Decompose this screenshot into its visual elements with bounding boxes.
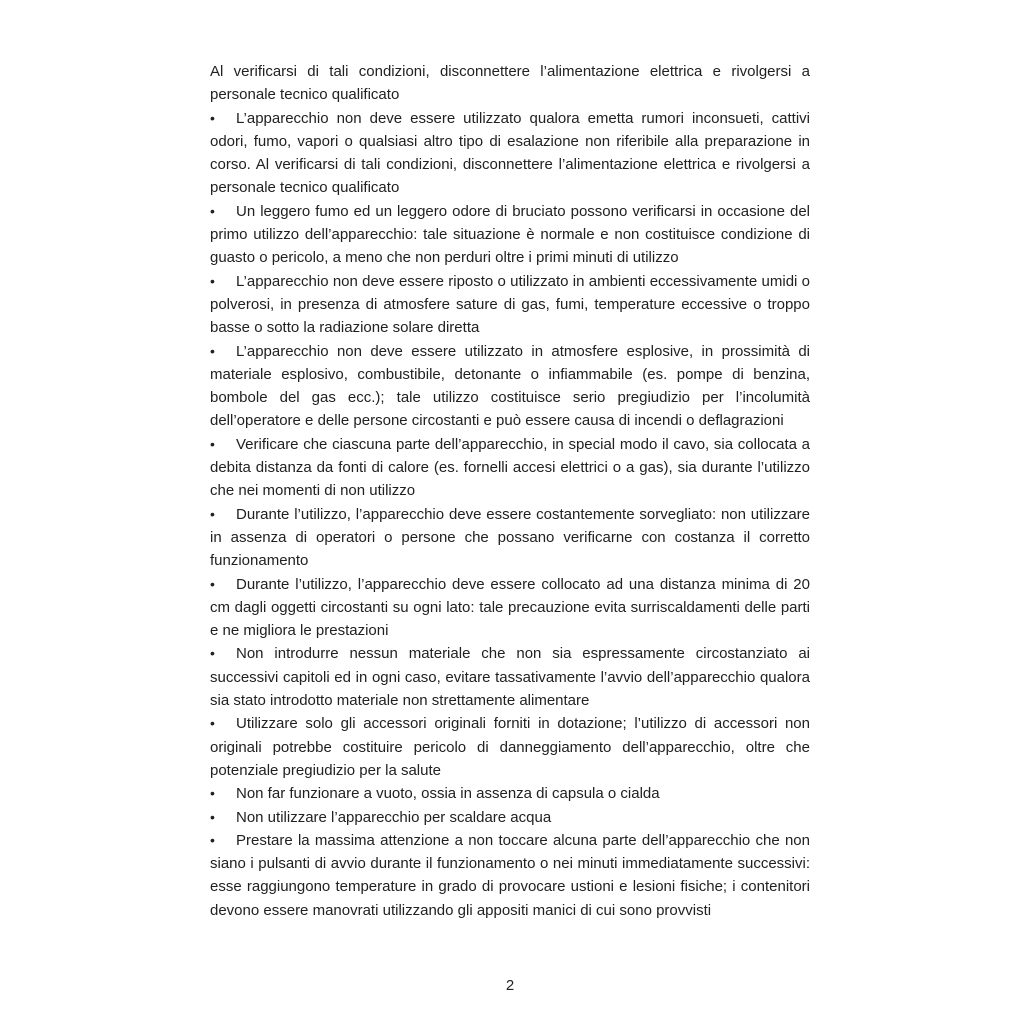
text-block xyxy=(210,60,810,922)
list-item xyxy=(210,503,810,573)
bullet-icon: • xyxy=(210,715,215,732)
list-item-text: L’apparecchio non deve essere riposto o utilizzato in ambienti eccessivamente umidi o polverosi, in presenza di atmosfere sature di gas, fumi, temperature eccessive o troppo basse o sotto la radiazione solare diretta xyxy=(210,272,810,337)
list-item-text: Un leggero fumo ed un leggero odore di bruciato possono verificarsi in occasione del primo utilizzo dell’apparecchio: tale situazione è normale e non costituisce condizione di guasto o pericolo, a meno che non perduri oltre i primi minuti di utilizzo xyxy=(210,202,810,267)
list-item xyxy=(210,107,810,200)
list-item-text: Durante l’utilizzo, l’apparecchio deve essere costantemente sorvegliato: non utilizzare in assenza di operatori o persone che possano verificarne con costanza il corretto funzionamento xyxy=(210,505,810,570)
list-item xyxy=(210,712,810,782)
list-item-text: Non introdurre nessun materiale che non sia espressamente circostanziato ai successivi capitoli ed in ogni caso, evitare tassativamente l’avvio dell’apparecchio qualora sia stato introdotto materiale non strettamente alimentare xyxy=(210,645,810,710)
bullet-icon: • xyxy=(210,505,215,522)
list-item-text: L’apparecchio non deve essere utilizzato in atmosfere esplosive, in prossimità di materiale esplosivo, combustibile, detonante o infiammabile (es. pompe di benzina, bombole del gas ecc.); tale utilizzo costituisce serio pregiudizio per l’incolumità dell’operatore e delle persone circostanti e può essere causa di incendi o deflagrazioni xyxy=(210,342,810,430)
list-item-text: Verificare che ciascuna parte dell’apparecchio, in special modo il cavo, sia collocata a debita distanza da fonti di calore (es. fornelli accesi elettrici o a gas), sia durante l’utilizzo che nei momenti di non utilizzo xyxy=(210,435,810,500)
list-item xyxy=(210,829,810,922)
bullet-icon: • xyxy=(210,785,215,802)
bullet-icon: • xyxy=(210,342,215,359)
list-item-text: Durante l’utilizzo, l’apparecchio deve essere collocato ad una distanza minima di 20 cm dagli oggetti circostanti su ogni lato: tale precauzione evita surriscaldamenti delle parti e ne migliora le prestazioni xyxy=(210,575,810,640)
bullet-icon: • xyxy=(210,831,215,848)
list-item xyxy=(210,573,810,643)
bullet-icon: • xyxy=(210,435,215,452)
intro-paragraph: Al verificarsi di tali condizioni, disconnettere l’alimentazione elettrica e rivolgersi a personale tecnico qualificato xyxy=(210,63,810,104)
list-item xyxy=(210,200,810,270)
bullet-icon: • xyxy=(210,645,215,662)
list-item-text: L’apparecchio non deve essere utilizzato qualora emetta rumori inconsueti, cattivi odori, fumo, vapori o qualsiasi altro tipo di esalazione non riferibile alla preparazione in corso. Al verificarsi di tali condizioni, disconnettere l’alimentazione elettrica e rivolgersi a personale tecnico qualificato xyxy=(210,109,810,197)
list-item xyxy=(210,270,810,340)
list-item xyxy=(210,806,810,829)
list-item xyxy=(210,340,810,433)
list-item xyxy=(210,782,810,805)
list-item-text: Utilizzare solo gli accessori originali forniti in dotazione; l’utilizzo di accessori non originali potrebbe costituire pericolo di danneggiamento dell’apparecchio, oltre che potenziale pregiudizio per la salute xyxy=(210,715,810,779)
list-item-text: Non far funzionare a vuoto, ossia in assenza di capsula o cialda xyxy=(236,785,660,803)
bullet-icon: • xyxy=(210,109,215,126)
bullet-list xyxy=(210,107,810,922)
list-item xyxy=(210,642,810,712)
bullet-icon: • xyxy=(210,202,215,219)
bullet-icon: • xyxy=(210,808,215,825)
page-number: 2 xyxy=(505,977,515,994)
bullet-icon: • xyxy=(210,272,215,289)
bullet-icon: • xyxy=(210,575,215,592)
list-item xyxy=(210,433,810,503)
page-footer xyxy=(210,974,810,997)
list-item-text: Prestare la massima attenzione a non toccare alcuna parte dell’apparecchio che non siano i pulsanti di avvio durante il funzionamento o nei minuti immediatamente successivi: esse raggiungono temperature in grado di provocare ustioni e lesioni fisiche; i contenitori devono essere manovrati utilizzando gli appositi manici di cui sono provvisti xyxy=(210,831,810,919)
list-item-text: Non utilizzare l’apparecchio per scaldare acqua xyxy=(236,808,552,826)
